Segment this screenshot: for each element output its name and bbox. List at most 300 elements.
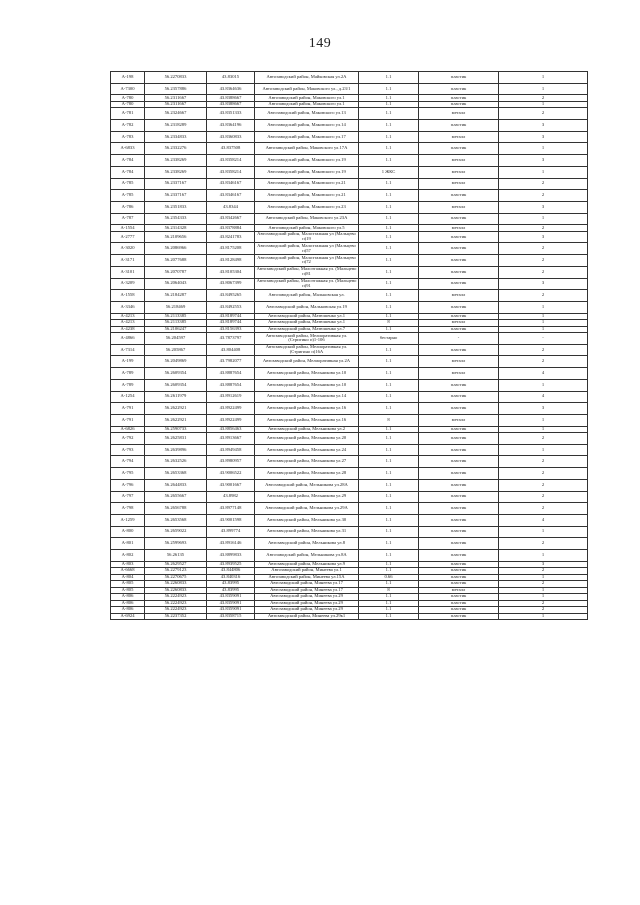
longitude-cell: 43.844806 [207,568,255,575]
material-cell: пластик [419,379,499,391]
count-cell: 4 [499,514,588,526]
table-row [111,356,588,368]
site-id-cell: А-803 [111,561,145,568]
table-row [111,155,588,167]
address-cell: Автозаводский район, Матюшенко ул.7 [255,326,359,333]
latitude-cell: 56.2224923 [145,600,207,607]
count-cell: 2 [499,503,588,515]
material-cell: пластик [419,568,499,575]
volume-cell: 1.1 [359,120,419,132]
address-cell: Автозаводский район, Малоэтажная ул (Мальцево п)72 [255,255,359,267]
table-row [111,479,588,491]
address-cell: Автозаводский район, Мельникова ул.14 [255,391,359,403]
count-cell: 2 [499,468,588,480]
site-id-cell: А-4213 [111,320,145,327]
count-cell: 1 [499,594,588,601]
site-id-cell: А-796 [111,479,145,491]
material-cell: пластик [419,538,499,550]
count-cell: 1 [499,83,588,95]
material-cell: пластик [419,514,499,526]
table-row [111,468,588,480]
site-id-cell: А-795 [111,468,145,480]
latitude-cell: 56.2609354 [145,379,207,391]
volume-cell: 1.1 [359,201,419,213]
count-cell: 1 [499,444,588,456]
address-cell: Автозаводский район, Мельникова ул.28А [255,479,359,491]
longitude-cell: 43.8359091 [207,594,255,601]
count-cell: 2 [499,491,588,503]
table-row [111,213,588,225]
latitude-cell: 56.2184287 [145,290,207,302]
latitude-cell: 56.2086966 [145,243,207,255]
site-id-cell: А-805 [111,587,145,594]
longitude-cell: 43.8067399 [207,278,255,290]
address-cell: Автозаводский район, Майковская ул.2А [255,72,359,84]
volume-cell: 1.1 [359,426,419,433]
latitude-cell: 56.2337167 [145,178,207,190]
latitude-cell: 56.2077688 [145,255,207,267]
count-cell: 2 [499,581,588,588]
address-cell: Автозаводский район, Минеева ул.1 [255,568,359,575]
table-row [111,143,588,155]
material-cell: пластик [419,83,499,95]
volume-cell: 0.66 [359,574,419,581]
volume-cell: 1.1 [359,255,419,267]
table-row [111,613,588,620]
longitude-cell: 43.9001598 [207,514,255,526]
table-row [111,108,588,120]
longitude-cell: 43.8939525 [207,561,255,568]
site-id-cell: А-793 [111,444,145,456]
site-id-cell: А-785 [111,190,145,202]
longitude-cell: 43.8189744 [207,313,255,320]
address-cell: Автозаводский район, Маковского ул.17А [255,143,359,155]
latitude-cell: 56.2609354 [145,368,207,380]
longitude-cell: 43.8916146 [207,538,255,550]
longitude-cell: 43.8359091 [207,600,255,607]
count-cell: 1 [499,587,588,594]
table-row [111,120,588,132]
volume-cell: 1.1 [359,155,419,167]
site-id-cell: А-801 [111,538,145,550]
site-id-cell: А-791 [111,414,145,426]
count-cell: 1 [499,379,588,391]
material-cell: пластик [419,613,499,620]
material-cell: пластик [419,101,499,108]
count-cell: 3 [499,131,588,143]
latitude-cell: 56.2622921 [145,414,207,426]
volume-cell: 1.1 [359,368,419,380]
table-row [111,178,588,190]
site-id-cell: А-3101 [111,266,145,278]
count-cell: 2 [499,456,588,468]
longitude-cell: 43.83015 [207,72,255,84]
volume-cell: 1.1 [359,266,419,278]
volume-cell: 1.1 [359,491,419,503]
table-row [111,526,588,538]
longitude-cell: 43.8359091 [207,607,255,614]
longitude-cell: 43.8887654 [207,379,255,391]
longitude-cell: 43.8378884 [207,225,255,232]
longitude-cell: 43.837508 [207,143,255,155]
material-cell: металл [419,225,499,232]
material-cell: пластик [419,278,499,290]
longitude-cell: 43.9001667 [207,479,255,491]
material-cell: пластик [419,344,499,356]
volume-cell: 1.1 [359,313,419,320]
count-cell: 1 [499,613,588,620]
latitude-cell: 56.2324667 [145,108,207,120]
site-id-cell: А-1259 [111,514,145,526]
material-cell: пластик [419,600,499,607]
address-cell: Автозаводский район, Маковского ул.19 [255,166,359,178]
count-cell: 2 [499,266,588,278]
site-id-cell: А-783 [111,131,145,143]
volume-cell: 1.1 [359,600,419,607]
volume-cell: 1.1 [359,131,419,143]
material-cell: пластик [419,444,499,456]
count-cell: 3 [499,120,588,132]
address-cell: Автозаводский район, Мелиоративная ул. (Стригино п)1-106 [255,333,359,345]
count-cell: 1 [499,313,588,320]
address-cell: Автозаводский район, Минеева ул.15А [255,574,359,581]
volume-cell: 1.1 [359,356,419,368]
latitude-cell: 56.26135 [145,549,207,561]
longitude-cell: 43.8922499 [207,414,255,426]
material-cell: металл [419,414,499,426]
latitude-cell: 56.2224923 [145,607,207,614]
latitude-cell: 56.2639896 [145,444,207,456]
count-cell: 3 [499,201,588,213]
longitude-cell: 43.8351333 [207,108,255,120]
volume-cell: 1.1 [359,526,419,538]
longitude-cell: 43.8899833 [207,549,255,561]
count-cell: 3 [499,278,588,290]
longitude-cell: 43.8913667 [207,433,255,445]
volume-cell: бестарно [359,333,419,345]
latitude-cell: 56.218469 [145,301,207,313]
address-cell: Автозаводский район, Мельникова ул.27 [255,456,359,468]
longitude-cell: 43.8364196 [207,120,255,132]
site-id-cell: А-4866 [111,333,145,345]
table-row [111,266,588,278]
table-row [111,231,588,243]
address-cell: Автозаводский район, Матюшенко ул.1 [255,313,359,320]
latitude-cell: 56.2655667 [145,491,207,503]
volume-cell: 1.1 [359,290,419,302]
table-row [111,166,588,178]
count-cell: 2 [499,290,588,302]
table-row [111,278,588,290]
longitude-cell: 43.8358715 [207,613,255,620]
address-cell: Автозаводский район, Маковского ул.5 [255,225,359,232]
count-cell: - [499,333,588,345]
table-row [111,549,588,561]
latitude-cell: 56.2070787 [145,266,207,278]
volume-cell: 1.1 [359,143,419,155]
latitude-cell: 56.2656788 [145,503,207,515]
longitude-cell: 43.8344 [207,201,255,213]
site-id-cell: А-4213 [111,313,145,320]
material-cell: металл [419,290,499,302]
table-row [111,333,588,345]
volume-cell: 1.1 [359,479,419,491]
latitude-cell: 56.2260833 [145,581,207,588]
address-cell: Автозаводский район, Маковского ул.1 [255,95,359,102]
volume-cell: 1.1 [359,213,419,225]
volume-cell: 8 [359,320,419,327]
material-cell: пластик [419,607,499,614]
material-cell: пластик [419,549,499,561]
count-cell: 2 [499,538,588,550]
longitude-cell: 43.8388667 [207,95,255,102]
table-row [111,403,588,415]
table-row [111,414,588,426]
volume-cell: 1.1 [359,101,419,108]
address-cell: Автозаводский район, Маковского ул.23А [255,213,359,225]
material-cell: пластик [419,491,499,503]
site-id-cell: А-805 [111,581,145,588]
material-cell: пластик [419,120,499,132]
latitude-cell: 56.2357886 [145,83,207,95]
volume-cell: 1.1 [359,326,419,333]
latitude-cell: 56.2314328 [145,225,207,232]
longitude-cell: 43.8156393 [207,326,255,333]
count-cell: 1 [499,574,588,581]
material-cell: металл [419,155,499,167]
address-cell: Автозаводский район, Мельникова ул.24 [255,444,359,456]
volume-cell: 1.1 [359,72,419,84]
volume-cell: 1.1 [359,95,419,102]
material-cell: - [419,333,499,345]
longitude-cell: 43.9006522 [207,468,255,480]
longitude-cell: 43.8358214 [207,155,255,167]
longitude-cell: 43.8105304 [207,266,255,278]
table-row [111,444,588,456]
address-cell: Автозаводский район, Мельникова ул.9 [255,561,359,568]
latitude-cell: 56.2611979 [145,391,207,403]
latitude-cell: 56.2049869 [145,356,207,368]
latitude-cell: 56.2622921 [145,403,207,415]
volume-cell: 1.1 [359,581,419,588]
address-cell: Автозаводский район, Малоэтажная ул (Мальцево п)19 [255,231,359,243]
material-cell: пластик [419,213,499,225]
site-id-cell: А-782 [111,120,145,132]
count-cell: 3 [499,155,588,167]
address-cell: Автозаводский район, Мельникова ул.10 [255,368,359,380]
volume-cell: 1.1 [359,225,419,232]
address-cell: Автозаводский район, Мельникова ул.16 [255,403,359,415]
count-cell: 1 [499,143,588,155]
latitude-cell: 56.2629527 [145,561,207,568]
site-id-cell: А-780 [111,101,145,108]
volume-cell: 1.1 [359,391,419,403]
latitude-cell: 56.2337167 [145,190,207,202]
longitude-cell: 43.8364636 [207,83,255,95]
material-cell: металл [419,201,499,213]
latitude-cell: 56.2279123 [145,568,207,575]
count-cell: 2 [499,607,588,614]
table-row [111,301,588,313]
volume-cell: 8 [359,414,419,426]
address-cell: Автозаводский район, Малоэтажная ул. (Мальцево п)91 [255,278,359,290]
count-cell: 1 [499,549,588,561]
material-cell: пластик [419,391,499,403]
material-cell: пластик [419,326,499,333]
longitude-cell: 43.8175208 [207,243,255,255]
count-cell: 1 [499,72,588,84]
table-row [111,255,588,267]
volume-cell: 1.1 [359,549,419,561]
volume-cell: 1.1 [359,561,419,568]
latitude-cell: 56.2659022 [145,526,207,538]
site-id-cell: А-789 [111,368,145,380]
count-cell: 2 [499,479,588,491]
latitude-cell: 56.2113385 [145,313,207,320]
address-cell: Автозаводский район, Малоэтажная ул. (Мальцево п)81 [255,266,359,278]
material-cell: пластик [419,313,499,320]
volume-cell: 1.1 [359,379,419,391]
material-cell: пластик [419,503,499,515]
site-id-cell: А-785 [111,178,145,190]
count-cell: 2 [499,356,588,368]
material-cell: металл [419,356,499,368]
longitude-cell: 43.83995 [207,581,255,588]
count-cell: 2 [499,433,588,445]
site-id-cell: А-7314 [111,344,145,356]
site-id-cell: А-3346 [111,301,145,313]
material-cell: пластик [419,574,499,581]
material-cell: металл [419,166,499,178]
longitude-cell: 43.8887654 [207,368,255,380]
table-row [111,433,588,445]
latitude-cell: 56.2653568 [145,514,207,526]
latitude-cell: 56.2113385 [145,320,207,327]
address-cell: Автозаводский район, Мельникова ул.29А [255,503,359,515]
site-id-cell: А-6924 [111,613,145,620]
latitude-cell: 56.2599693 [145,538,207,550]
table-row [111,514,588,526]
longitude-cell: 43.804408 [207,344,255,356]
table-row [111,190,588,202]
volume-cell: 1.1 [359,444,419,456]
count-cell: 1 [499,166,588,178]
latitude-cell: 56.2318289 [145,120,207,132]
volume-cell: 1.1 [359,243,419,255]
volume-cell: 1.1 [359,613,419,620]
site-id-cell: А-798 [111,503,145,515]
latitude-cell: 56.2311667 [145,101,207,108]
address-cell: Автозаводский район, Маковского ул.21 [255,178,359,190]
site-id-cell: А-3171 [111,255,145,267]
table-row [111,243,588,255]
address-cell: Автозаводский район, Мельникова ул.29 [255,491,359,503]
material-cell: пластик [419,266,499,278]
volume-cell: 1.1 [359,108,419,120]
material-cell: пластик [419,143,499,155]
table-row [111,72,588,84]
table-row [111,368,588,380]
table-row [111,83,588,95]
site-id-cell: А-3209 [111,278,145,290]
latitude-cell: 56.2224923 [145,594,207,601]
longitude-cell: 43.8856463 [207,426,255,433]
volume-cell: 1.1 [359,607,419,614]
volume-cell: 1.1 [359,456,419,468]
table-row [111,290,588,302]
material-cell: пластик [419,95,499,102]
volume-cell: 1.1 [359,468,419,480]
longitude-cell: 43.83995 [207,587,255,594]
material-cell: металл [419,587,499,594]
table-row [111,391,588,403]
address-cell: Автозаводский район, Мельникова ул.8А [255,549,359,561]
count-cell: 4 [499,368,588,380]
site-id-cell: А-806 [111,607,145,614]
material-cell: пластик [419,231,499,243]
volume-cell: 1.1 [359,178,419,190]
volume-cell: 1.1 [359,344,419,356]
table-row [111,344,588,356]
count-cell: 1 [499,213,588,225]
latitude-cell: 56.2109656 [145,231,207,243]
table-row [111,538,588,550]
longitude-cell: 43.899774 [207,526,255,538]
address-cell: Автозаводский район, Мельникова ул.16 [255,414,359,426]
container-site-registry-table [110,71,588,620]
address-cell: Автозаводский район, Мельникова ул.30 [255,514,359,526]
latitude-cell: 56.2338269 [145,155,207,167]
longitude-cell: 43.7873797 [207,333,255,345]
site-id-cell: А-7300 [111,83,145,95]
site-id-cell: А-6833 [111,143,145,155]
latitude-cell: 56.2106247 [145,326,207,333]
longitude-cell: 43.8346167 [207,190,255,202]
volume-cell: 1.1 [359,278,419,290]
volume-cell: 1.1 [359,433,419,445]
address-cell: Автозаводский район, Маковского ул.13 [255,108,359,120]
site-id-cell: А-6826 [111,426,145,433]
longitude-cell: 43.8358214 [207,166,255,178]
volume-cell: 8 [359,587,419,594]
longitude-cell: 43.8346167 [207,178,255,190]
latitude-cell: 56.2270675 [145,574,207,581]
volume-cell: 1.1 [359,594,419,601]
count-cell: 3 [499,561,588,568]
longitude-cell: 43.840316 [207,574,255,581]
latitude-cell: 56.2064043 [145,278,207,290]
table-row [111,503,588,515]
volume-cell: 1.1 [359,301,419,313]
address-cell: Автозаводский район, Минеева ул.29к1 [255,613,359,620]
latitude-cell: 56.2311667 [145,95,207,102]
address-cell: Автозаводский район, Мелиоративная ул. (Стригино п)16А [255,344,359,356]
volume-cell: 1.1 [359,403,419,415]
latitude-cell: 56.2351833 [145,201,207,213]
site-id-cell: А-3020 [111,243,145,255]
address-cell: Автозаводский район, Мальковская ул.19 [255,301,359,313]
material-cell: металл [419,178,499,190]
site-id-cell: А-1558 [111,290,145,302]
address-cell: Автозаводский район, Мельникова ул.10 [255,379,359,391]
address-cell: Автозаводский район, Минеева ул.17 [255,587,359,594]
site-id-cell: А-1554 [111,225,145,232]
volume-cell: 1.1 [359,538,419,550]
count-cell: 2 [499,108,588,120]
material-cell: пластик [419,243,499,255]
address-cell: Автозаводский район, Мельникова ул.8 [255,538,359,550]
material-cell: пластик [419,301,499,313]
